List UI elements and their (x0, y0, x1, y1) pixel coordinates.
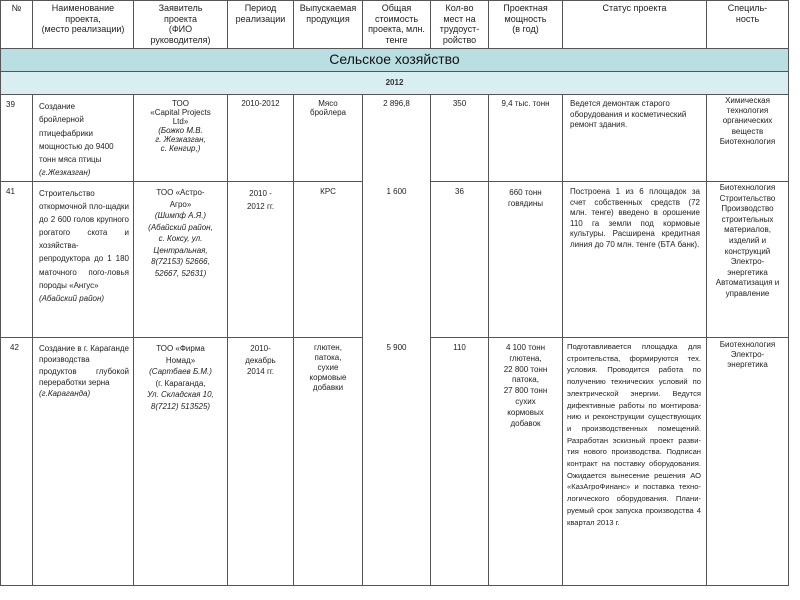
header-cost-line: стоимость (374, 13, 419, 24)
table-bottom-border (0, 585, 789, 586)
row-41-applicant (133, 181, 227, 337)
header-product (293, 0, 362, 48)
header-capacity-line: (в год) (512, 24, 539, 34)
product-line: глютен, (314, 343, 342, 352)
row-41-cost (362, 181, 430, 337)
applicant-detail-line: (Абайский район, (148, 222, 213, 232)
applicant-detail-line: 52667, 52631) (154, 268, 207, 278)
applicant-detail-line: с. Кенгир,) (160, 144, 201, 153)
header-cost-line: Общая (381, 3, 412, 13)
applicant-address-line: Ул. Складская 10, (147, 390, 214, 399)
specialty-line: технология (726, 106, 769, 116)
applicant-org-line: Агро» (169, 199, 192, 209)
row-39-period (227, 94, 293, 181)
product-line: сухие (317, 363, 339, 372)
row-42-status (562, 337, 706, 586)
row-39-capacity (488, 94, 562, 181)
applicant-detail-line: 8(72153) 52666, (151, 257, 210, 266)
header-num-text: № (11, 3, 22, 13)
capacity-line: патока, (512, 375, 539, 385)
section-year-text: 2012 (385, 78, 404, 87)
row-42-applicant (133, 337, 227, 586)
period-line: 2012 гг. (246, 202, 275, 211)
row-num: 39 (6, 100, 15, 109)
product-line: патока, (314, 353, 342, 362)
row-41-period (227, 181, 293, 337)
applicant-detail-line: Центральная, (153, 245, 208, 255)
header-jobs-line: трудоуст- (439, 24, 480, 34)
cost-text: 5 900 (386, 343, 407, 352)
jobs-text: 350 (452, 99, 467, 108)
row-41-product (293, 181, 362, 337)
specialty-line: Электро- (730, 257, 765, 267)
row-42-name (32, 337, 133, 586)
capacity-line: говядины (508, 199, 543, 208)
capacity-line: глютена, (509, 353, 542, 363)
header-specialty-line: ность (735, 13, 760, 24)
row-41-status (562, 181, 706, 337)
header-capacity (488, 0, 562, 48)
row-42-product (293, 337, 362, 586)
specialty-line: веществ (731, 126, 764, 136)
header-status (562, 0, 706, 48)
specialty-line: энергетика (727, 360, 768, 370)
row-39-jobs (430, 94, 488, 181)
row-39-num (0, 94, 32, 181)
header-applicant-line: (ФИО (168, 24, 193, 34)
row-41-jobs (430, 181, 488, 337)
header-specialty (706, 0, 789, 48)
header-applicant-line: проекта (164, 13, 197, 24)
specialty-line: Биотехнология (719, 340, 776, 349)
row-42-jobs (430, 337, 488, 586)
applicant-detail-line: (Шимпф А.Я.) (154, 211, 207, 220)
product-line: кормовые (309, 373, 347, 382)
row-39-applicant (133, 94, 227, 181)
applicant-detail-line: (Божко М.В. (158, 126, 203, 135)
header-name-line: Наименование (51, 3, 115, 13)
name-place: (г.Жезказган) (39, 168, 91, 178)
applicant-address-line: 8(7212) 513525) (150, 401, 211, 411)
header-jobs-line: Кол-во (445, 3, 474, 13)
name-text: Создание в г. Караганде производства продуктов глубокой переработки зерна (39, 344, 129, 387)
period-line: 2010- (250, 344, 271, 353)
product-line: Мясо (318, 99, 338, 108)
specialty-line: Автоматизация и (715, 278, 780, 288)
cost-text: 1 600 (386, 187, 407, 196)
applicant-detail-line: г. Жезказган, (155, 135, 206, 144)
row-42-specialty (706, 337, 789, 586)
applicant-detail-line: с. Коксу, ул. (158, 234, 203, 243)
specialty-line: управление (725, 288, 770, 298)
specialty-line: изделий и (728, 235, 767, 245)
product-line: добавки (312, 383, 344, 392)
name-place: (Абайский район) (39, 293, 105, 303)
applicant-address-line: (г. Караганда, (155, 378, 206, 388)
header-jobs (430, 0, 488, 48)
header-period-line: реализации (235, 13, 286, 24)
applicant-org-line: ТОО «Фирма (156, 344, 205, 353)
section-title (0, 48, 789, 71)
row-39-status (562, 94, 706, 181)
applicant-org-line: Ltd» (172, 117, 189, 126)
header-cost (362, 0, 430, 48)
applicant-org-line: ТОО (172, 99, 189, 108)
name-line: бройлерной (39, 115, 84, 125)
applicant-org-line: Номад» (165, 355, 196, 365)
period-line: декабрь (245, 355, 276, 365)
specialty-line: строительных (721, 214, 774, 224)
specialty-line: Биотехнология (719, 183, 776, 192)
cost-text: 2 896,8 (383, 99, 410, 108)
specialty-line: Химическая (725, 96, 770, 105)
row-41-specialty (706, 181, 789, 337)
jobs-text: 110 (453, 343, 466, 352)
header-applicant-line: руководителя) (150, 34, 211, 45)
row-39-name (32, 94, 133, 181)
specialty-line: органических (722, 116, 773, 126)
status-text: Подготавливается площадка для строительства, формируются тех. условия. Проводится работа по получению технических условий по электрической энергии. Ведутся дифективные работы по монтирова-нию и реконструкции существующих и производственных помещений. Разработан эскизный проект разви-тия нового производства. Подписан контракт на поставку оборудования. Ожидается вынесение решения АО «КазАгроФинанс» и поставка техно-логического оборудования. Плани-руемый срок запуска производства 4 квартал 2013 г. (567, 342, 701, 527)
specialty-line: Производство (721, 204, 774, 214)
header-specialty-line: Специль- (727, 3, 768, 13)
header-product-line: Выпускаемая (299, 3, 357, 13)
row-42-capacity (488, 337, 562, 586)
row-42-cost (362, 337, 430, 586)
capacity-line: 660 тонн (509, 188, 542, 197)
header-name (32, 0, 133, 48)
period-line: 2010 - (249, 189, 272, 198)
row-41-capacity (488, 181, 562, 337)
row-42-num (0, 337, 32, 586)
status-text: Построена 1 из 6 площадок за счет собственных средств (72 млн. тенге) введено в орошение 110 га земли под кормовые культуры. Расширена кредитная линия до 70 млн. тенге (БТА банк). (570, 187, 700, 249)
specialty-line: материалов, (724, 225, 771, 235)
row-num: 42 (10, 343, 19, 352)
row-39-cost (362, 94, 430, 181)
header-period (227, 0, 293, 48)
specialty-line: Строительство (719, 193, 776, 203)
capacity-line: 9,4 тыс. тонн (501, 99, 550, 108)
header-period-line: Период (244, 3, 277, 13)
header-name-line: проекта, (65, 13, 101, 24)
header-cost-line: тенге (385, 34, 408, 45)
header-capacity-line: мощность (504, 13, 547, 24)
name-line: птицефабрики (39, 128, 93, 138)
header-product-line: продукция (306, 13, 350, 24)
row-39-specialty (706, 94, 789, 181)
header-cost-line: проекта, млн. (368, 24, 425, 34)
header-num (0, 0, 32, 48)
row-39-product (293, 94, 362, 181)
capacity-line: 27 800 тонн (503, 386, 548, 396)
section-title-text: Сельское хозяйство (329, 51, 460, 67)
status-text: Ведется демонтаж старого оборудования и косметический ремонт здания. (570, 99, 687, 129)
period-line: 2014 гг. (246, 367, 275, 376)
capacity-line: сухих (515, 396, 536, 406)
specialty-line: Биотехнология (719, 136, 776, 146)
capacity-line: 4 100 тонн (505, 343, 546, 352)
jobs-text: 36 (455, 187, 464, 196)
specialty-line: Электро- (730, 350, 765, 360)
capacity-line: добавок (510, 418, 541, 428)
product-line: бройлера (310, 108, 346, 117)
header-capacity-line: Проектная (503, 3, 548, 13)
header-applicant (133, 0, 227, 48)
row-41-num (0, 181, 32, 337)
name-place: (г.Караганда) (39, 389, 91, 399)
header-jobs-line: ройство (442, 34, 477, 45)
specialty-line: конструкций (724, 246, 771, 256)
name-line: тонн мяса птицы (39, 155, 102, 165)
header-name-line: (место реализации) (41, 24, 125, 34)
product-line: КРС (320, 187, 336, 196)
applicant-org-line: «Capital Projects (150, 108, 211, 117)
capacity-line: 22 800 тонн (503, 364, 548, 374)
header-applicant-line: Заявитель (158, 3, 203, 13)
row-41-name (32, 181, 133, 337)
applicant-org-line: ТОО «Астро- (156, 188, 205, 197)
name-line: мощностью до 9400 (39, 141, 114, 151)
specialty-line: энергетика (727, 267, 768, 277)
name-line: Создание (39, 102, 76, 111)
name-text: Строительство откормочной пло-щадки до 2 600 голов крупного рогатого скота и хозяйства-репродуктора до 1 180 маточного пого-ловья породы «Ангус» (39, 189, 129, 290)
header-jobs-line: мест на (443, 13, 476, 24)
header-status-text: Статус проекта (602, 3, 667, 13)
capacity-line: кормовых (507, 407, 544, 417)
section-year (0, 71, 789, 94)
applicant-detail-line: (Сартбаев Б.М.) (149, 367, 212, 376)
period-text: 2010-2012 (241, 99, 280, 108)
row-42-period (227, 337, 293, 586)
row-num: 41 (6, 187, 15, 196)
